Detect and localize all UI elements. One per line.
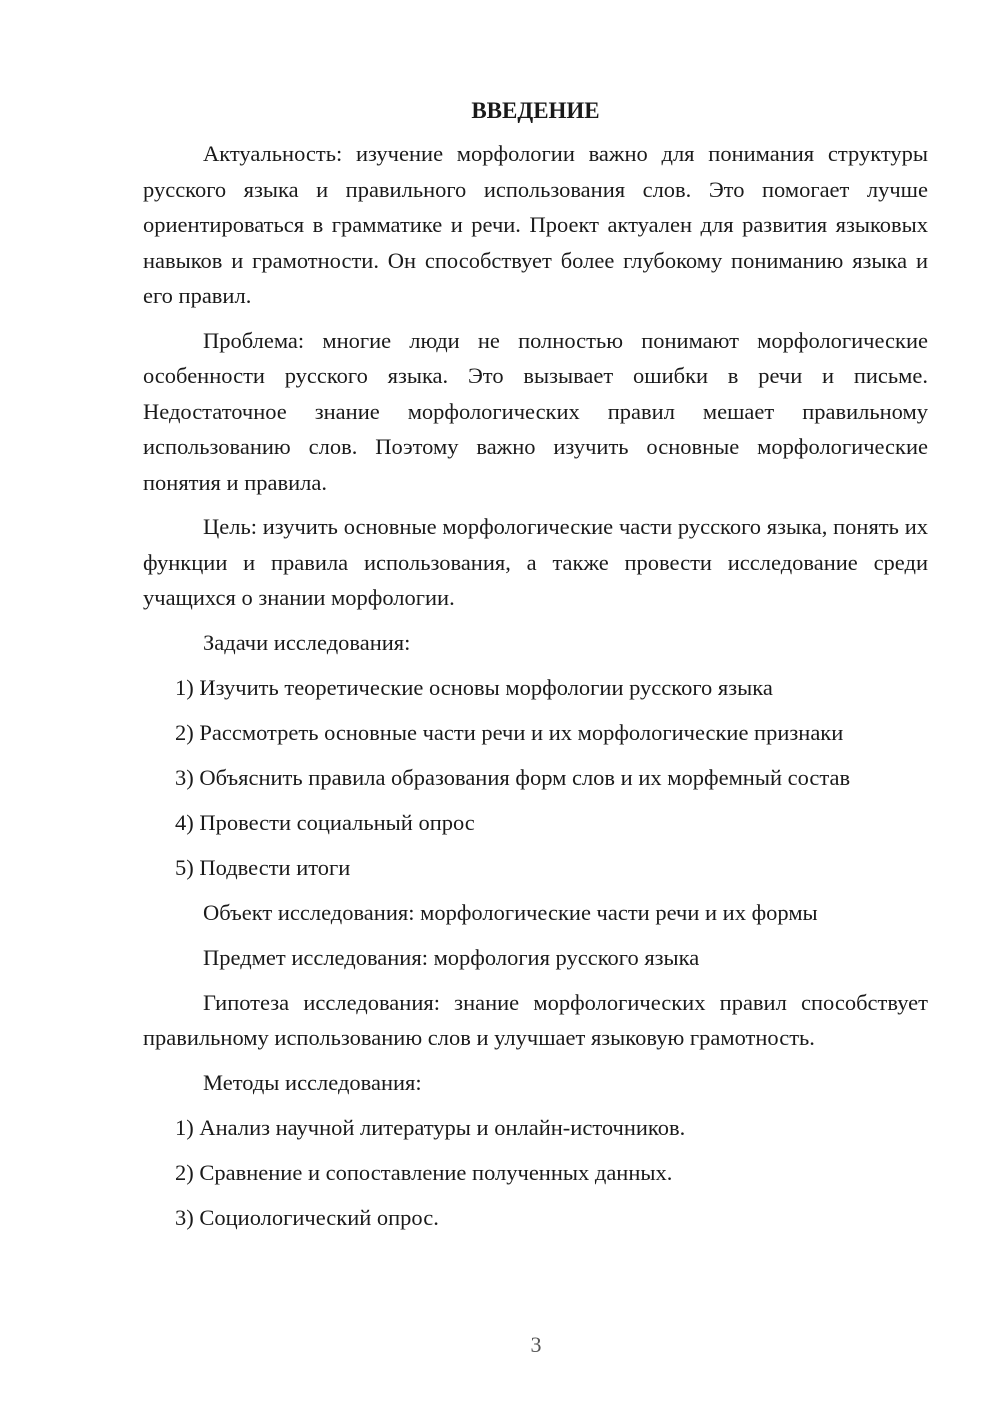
- method-item-2: 2) Сравнение и сопоставление полученных данных.: [175, 1159, 673, 1185]
- document-page: [143, 96, 928, 1245]
- task-item-5: 5) Подвести итоги: [175, 854, 351, 880]
- method-item-1: 1) Анализ научной литературы и онлайн-источников.: [175, 1114, 686, 1140]
- task-item-1: 1) Изучить теоретические основы морфологии русского языка: [175, 674, 773, 700]
- section-title: ВВЕДЕНИЕ: [471, 98, 600, 123]
- page-number: 3: [530, 1332, 542, 1357]
- task-item-2: 2) Рассмотреть основные части речи и их морфологические признаки: [175, 719, 844, 745]
- method-item-3: 3) Социологический опрос.: [175, 1204, 439, 1230]
- task-item-4: 4) Провести социальный опрос: [175, 809, 475, 835]
- subject-line: Предмет исследования: морфология русского языка: [203, 944, 700, 970]
- object-line: Объект исследования: морфологические части речи и их формы: [203, 899, 818, 925]
- goal-paragraph: Цель: изучить основные морфологические части русского языка, понять их функции и правила использования, а также провести исследование среди учащихся о знании морфологии.: [143, 514, 928, 610]
- relevance-paragraph: Актуальность: изучение морфологии важно для понимания структуры русского языка и правильного использования слов. Это помогает лучше ориентироваться в грамматике и речи. Проект актуален для развития языковых навыков и грамотности. Он способствует более глубокому пониманию языка и его правил.: [143, 141, 928, 308]
- task-item-3: 3) Объяснить правила образования форм слов и их морфемный состав: [175, 764, 851, 790]
- methods-heading: Методы исследования:: [203, 1069, 422, 1095]
- problem-paragraph: Проблема: многие люди не полностью понимают морфологические особенности русского языка. Это вызывает ошибки в речи и письме. Недостаточное знание морфологических правил мешает правильному использованию слов. Поэтому важно изучить основные морфологические понятия и правила.: [143, 327, 928, 495]
- hypothesis-paragraph: Гипотеза исследования: знание морфологических правил способствует правильному использованию слов и улучшает языковую грамотность.: [143, 989, 928, 1050]
- tasks-heading: Задачи исследования:: [203, 629, 411, 655]
